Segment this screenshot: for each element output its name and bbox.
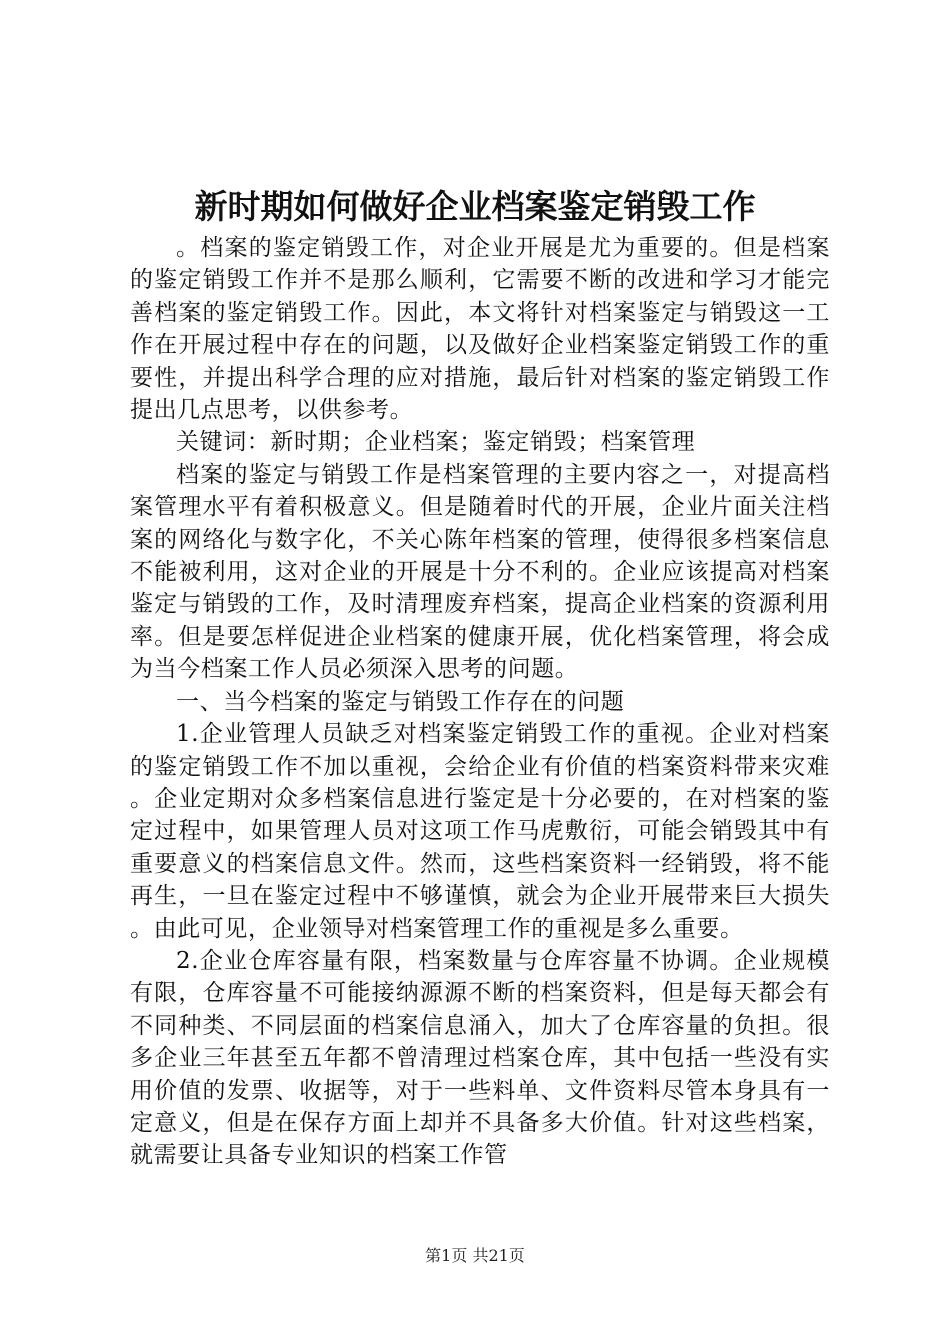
document-title: 新时期如何做好企业档案鉴定销毁工作 bbox=[194, 187, 756, 226]
document-body bbox=[130, 232, 830, 1172]
section-heading: 一、当今档案的鉴定与销毁工作存在的问题 bbox=[176, 688, 625, 715]
abstract-paragraph: 。档案的鉴定销毁工作，对企业开展是尤为重要的。但是档案的鉴定销毁工作并不是那么顺利，它需要不断的改进和学习才能完善档案的鉴定销毁工作。因此，本文将针对档案鉴定与销毁这一工作在开展过程中存在的问题，以及做好企业档案鉴定销毁工作的重要性，并提出科学合理的应对措施，最后针对档案的鉴定销毁工作提出几点思考，以供参考。 bbox=[130, 235, 830, 424]
intro-paragraph: 档案的鉴定与销毁工作是档案管理的主要内容之一，对提高档案管理水平有着积极意义。但是随着时代的开展，企业片面关注档案的网络化与数字化，不关心陈年档案的管理，使得很多档案信息不能被利用，这对企业的开展是十分不利的。企业应该提高对档案鉴定与销毁的工作，及时清理废弃档案，提高企业档案的资源利用率。但是要怎样促进企业档案的健康开展，优化档案管理，将会成为当今档案工作人员必须深入思考的问题。 bbox=[130, 461, 830, 683]
keywords-paragraph: 关键词：新时期；企业档案；鉴定销毁；档案管理 bbox=[176, 429, 696, 456]
page-number-footer: 第1页 共21页 bbox=[425, 1246, 525, 1265]
point-1-paragraph: 1.企业管理人员缺乏对档案鉴定销毁工作的重视。企业对档案的鉴定销毁工作不加以重视，会给企业有价值的档案资料带来灾难。企业定期对众多档案信息进行鉴定是十分必要的，在对档案的鉴定过程中，如果管理人员对这项工作马虎敷衍，可能会销毁其中有重要意义的档案信息文件。然而，这些档案资料一经销毁，将不能再生，一旦在鉴定过程中不够谨慎，就会为企业开展带来巨大损失。由此可见，企业领导对档案管理工作的重视是多么重要。 bbox=[130, 721, 830, 942]
point-2-paragraph: 2.企业仓库容量有限，档案数量与仓库容量不协调。企业规模有限，仓库容量不可能接纳源源不断的档案资料，但是每天都会有不同种类、不同层面的档案信息涌入，加大了仓库容量的负担。很多企业三年甚至五年都不曾清理过档案仓库，其中包括一些没有实用价值的发票、收据等，对于一些料单、文件资料尽管本身具有一定意义，但是在保存方面上却并不具备多大价值。针对这些档案，就需要让具备专业知识的档案工作管 bbox=[130, 947, 830, 1169]
